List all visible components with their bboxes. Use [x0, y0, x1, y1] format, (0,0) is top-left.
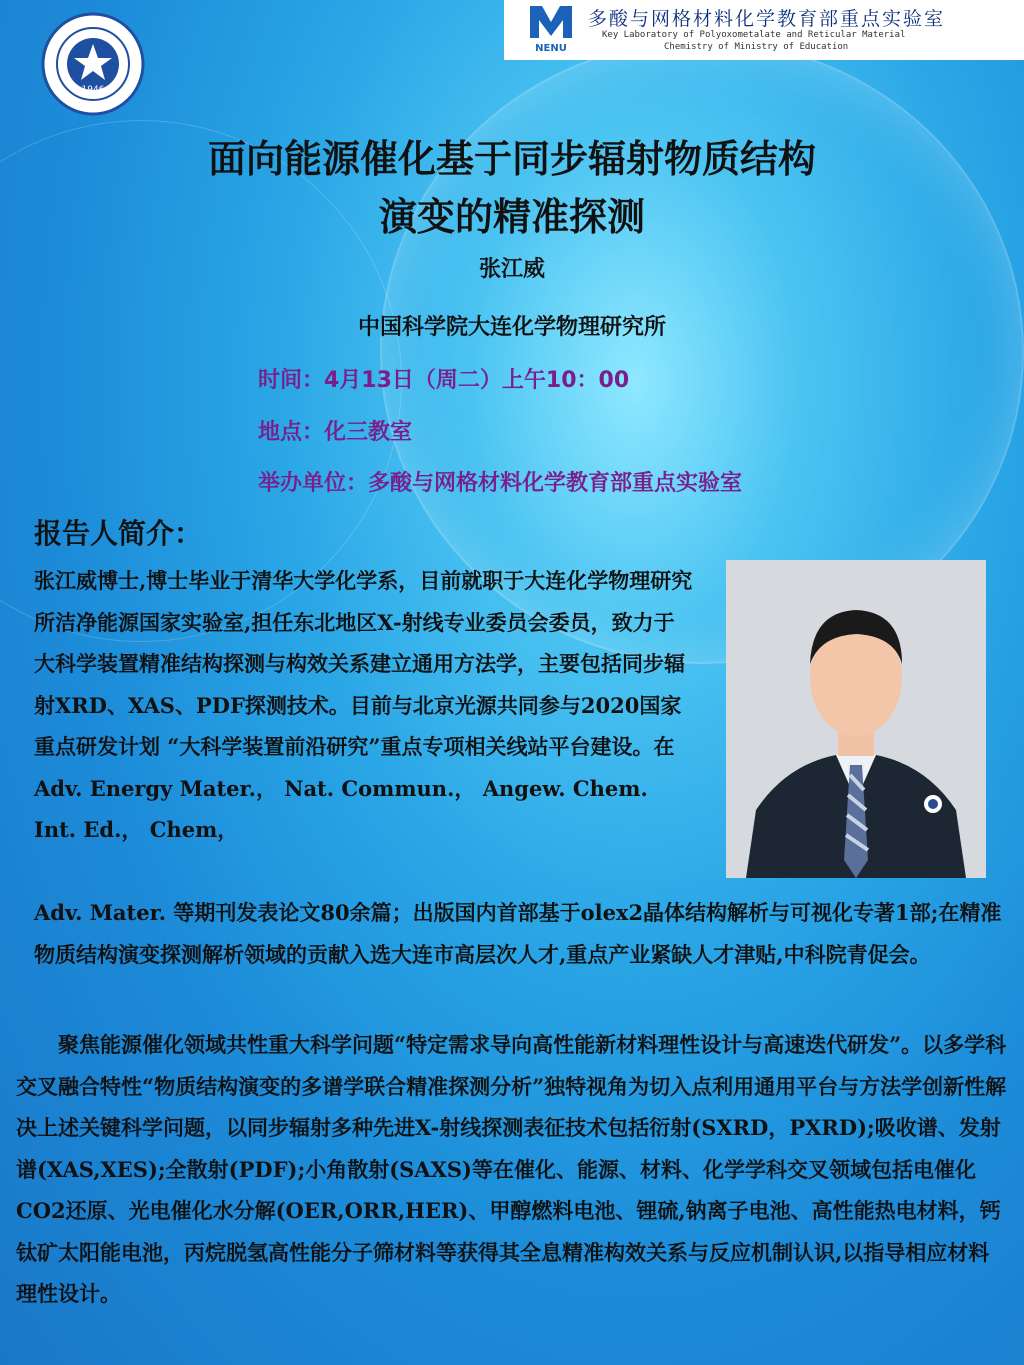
seal-year: 1946	[81, 85, 105, 95]
speaker-photo	[726, 560, 986, 878]
research-paragraph: 聚焦能源催化领域共性重大科学问题“特定需求导向高性能新材料理性设计与高速迭代研发”。以多学科交叉融合特性“物质结构演变的多谱学联合精准探测分析”独特视角为切入点利用通用平台与方法学创新性解决上述关键科学问题，以同步辐射多种先进X-射线探测表征技术包括衍射(SXRD，PXRD);吸收谱、发射谱(XAS,XES);全散射(PDF);小角散射(SAXS)等在催化、能源、材料、化学学科交叉领域包括电催化CO2还原、光电催化水分解(OER,ORR,HER)、甲醇燃料电池、锂硫,钠离子电池、高性能热电材料，钙钛矿太阳能电池，丙烷脱氢高性能分子筛材料等获得其全息精准构效关系与反应机制认识,以指导相应材料理性设计。	[16, 1032, 1007, 1306]
event-host: 举办单位：多酸与网格材料化学教育部重点实验室	[258, 471, 743, 496]
lab-name-en-line1: Key Laboratory of Polyoxometalate and Reticular Material	[602, 30, 906, 40]
speaker-portrait-illustration	[726, 560, 986, 878]
nenu-logo	[526, 2, 576, 54]
lab-banner	[504, 0, 1024, 60]
event-place: 地点：化三教室	[258, 420, 413, 445]
speaker-name: 张江威	[478, 257, 545, 282]
event-time: 时间：4月13日（周二）上午10：00	[258, 368, 630, 393]
talk-title-line2: 演变的精准探测	[378, 195, 645, 239]
university-seal-logo	[24, 12, 162, 116]
lab-name-cn: 多酸与网格材料化学教育部重点实验室	[588, 8, 946, 30]
lab-logo-letters: NENU	[535, 43, 567, 54]
bio-paragraph-part1: 张江威博士,博士毕业于清华大学化学系，目前就职于大连化学物理研究所洁净能源国家实验室,担任东北地区X-射线专业委员会委员，致力于大科学装置精准结构探测与构效关系建立通用方法学，主要包括同步辐射XRD、XAS、PDF探测技术。目前与北京光源共同参与2020国家重点研发计划 “大科学装置前沿研究”重点专项相关线站平台建设。在Adv. Energy Mater.， Nat. Commun.， Angew. Chem. Int. Ed.， Chem，	[34, 568, 693, 842]
bio-heading: 报告人简介：	[34, 517, 203, 550]
bio-paragraph-part2: Adv. Mater. 等期刊发表论文80余篇；出版国内首部基于olex2晶体结构解析与可视化专著1部;在精准物质结构演变探测解析领域的贡献入选大连市高层次人才,重点产业紧缺人才津贴,中科院青促会。	[34, 900, 1002, 967]
speaker-institution: 中国科学院大连化学物理研究所	[357, 315, 666, 340]
lab-name-en-line2: Chemistry of Ministry of Education	[664, 42, 849, 52]
talk-title-line1: 面向能源催化基于同步辐射物质结构	[207, 137, 816, 181]
